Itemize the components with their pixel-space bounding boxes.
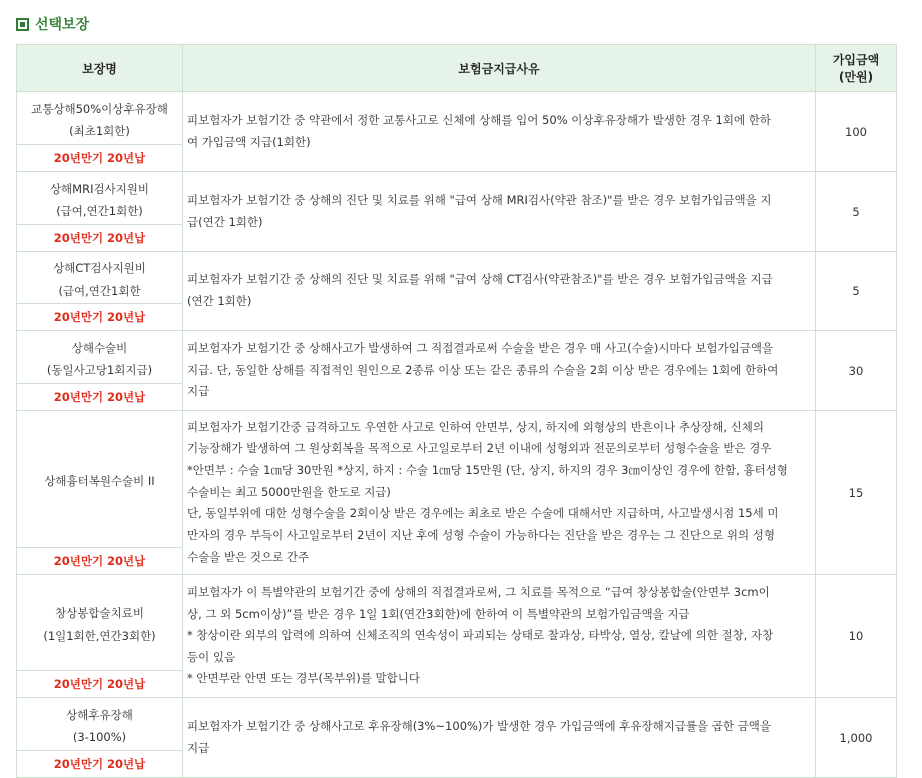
coverage-period: 20년만기 20년납: [17, 144, 182, 171]
header-amount-line2: (만원): [838, 70, 874, 84]
amount-cell: 10: [816, 575, 897, 698]
amount-cell: 5: [816, 252, 897, 331]
coverage-name: [23, 415, 176, 547]
header-payment-reason: 보험금지급사유: [183, 45, 816, 92]
coverage-name-line: (1일1회한,연간3회한): [43, 628, 156, 643]
coverage-name: [23, 256, 176, 303]
coverage-name-line: 상해흉터복원수술비 II: [44, 473, 155, 488]
coverage-name-line: 상해MRI검사지원비: [49, 181, 150, 196]
payment-reason-line: 여 가입금액 지급(1회한): [187, 134, 311, 149]
payment-reason-line: 등이 있음: [187, 649, 236, 664]
table-row: [17, 698, 897, 778]
payment-reason-line: 피보험자가 보험기간 중 상해의 진단 및 치료를 위해 "급여 상해 CT검사(약관참조)"를 받은 경우 보험가입금액을 지급: [187, 272, 773, 287]
amount-cell: 5: [816, 172, 897, 252]
payment-reason-line: 지급. 단, 동일한 상해를 직접적인 원인으로 2종류 이상 또는 같은 종류의 수술을 2회 이상 받은 경우에는 1회에 한하여: [187, 362, 779, 377]
payment-reason-line: 피보험자가 보험기간 중 상해의 진단 및 치료를 위해 "급여 상해 MRI검사(약관 참조)"를 받은 경우 보험가입금액을 지: [187, 192, 772, 207]
table-header-row: [17, 45, 897, 92]
coverage-name: [23, 702, 176, 750]
header-amount-line1: 가입금액: [832, 53, 880, 67]
coverage-name-line: 교통상해50%이상후유장해: [31, 101, 168, 116]
payment-reason-cell: [183, 172, 816, 252]
table-row: [17, 411, 897, 575]
table-row: [17, 331, 897, 411]
section-header: [16, 12, 89, 36]
coverage-name-cell: [17, 698, 183, 778]
coverage-name-wrap: [23, 698, 176, 777]
amount-cell: 100: [816, 92, 897, 172]
coverage-name-line: (급여,연간1회한: [58, 283, 141, 298]
payment-reason-line: 급(연간 1회한): [187, 214, 263, 229]
payment-reason-line: 수술비는 최고 5000만원을 한도로 지급): [187, 484, 391, 499]
coverage-period: 20년만기 20년납: [17, 224, 182, 251]
payment-reason-line: (연간 1회한): [187, 294, 252, 308]
amount-cell: 15: [816, 411, 897, 575]
coverage-period: 20년만기 20년납: [17, 670, 182, 697]
coverage-name-line: (동일사고당1회지급): [46, 363, 153, 377]
payment-reason-line: * 창상이란 외부의 압력에 의하여 신체조직의 연속성이 파괴되는 상태로 찰과상, 타박상, 열상, 칼날에 의한 절창, 자창: [187, 628, 774, 643]
payment-reason-cell: [183, 698, 816, 778]
header-coverage-name: 보장명: [17, 45, 183, 92]
payment-reason-cell: [183, 411, 816, 575]
checkbox-square-icon: [16, 18, 29, 31]
coverage-table: [16, 44, 897, 778]
payment-reason-line: 피보험자가 보험기간 중 상해사고가 발생하여 그 직접결과로써 수술을 받은 경우 매 사고(수술)시마다 보험가입금액을: [187, 341, 774, 356]
payment-reason-cell: [183, 92, 816, 172]
coverage-name-cell: [17, 411, 183, 575]
coverage-name-cell: [17, 331, 183, 411]
coverage-name-line: (3-100%): [72, 730, 127, 744]
payment-reason-line: 수술을 받은 것으로 간주: [187, 549, 310, 564]
coverage-name-line: (최초1회한): [69, 124, 130, 138]
coverage-name-line: 상해CT검사지원비: [53, 261, 146, 276]
coverage-name-line: 상해수술비: [71, 340, 128, 355]
coverage-name-wrap: [23, 411, 176, 574]
coverage-name-line: 창상봉합술치료비: [55, 606, 144, 621]
coverage-name: [23, 176, 176, 224]
coverage-name: [23, 335, 176, 383]
section-title: 선택보장: [35, 17, 90, 33]
coverage-name-wrap: [23, 92, 176, 171]
coverage-name-line: 상해후유장해: [66, 707, 133, 722]
coverage-period: 20년만기 20년납: [17, 303, 182, 330]
coverage-name-wrap: [23, 575, 176, 697]
payment-reason-cell: [183, 331, 816, 411]
amount-cell: 30: [816, 331, 897, 411]
payment-reason-line: 상, 그 외 5cm이상)”를 받은 경우 1일 1회(연간3회한)에 한하여 이 특별약관의 보험가입금액을 지급: [187, 606, 690, 621]
payment-reason-line: 단, 동일부위에 대한 성형수술을 2회이상 받은 경우에는 최초로 받은 수술에 대해서만 지급하며, 사고발생시점 15세 미: [187, 506, 779, 521]
coverage-name-cell: [17, 92, 183, 172]
payment-reason-line: * 안면부란 안면 또는 경부(목부위)를 말합니다: [187, 671, 420, 686]
coverage-name-cell: [17, 252, 183, 331]
coverage-name-line: (급여,연간1회한): [56, 204, 143, 218]
coverage-name-wrap: [23, 252, 176, 330]
payment-reason-cell: [183, 252, 816, 331]
table-row: [17, 252, 897, 331]
coverage-period: 20년만기 20년납: [17, 383, 182, 410]
coverage-name-wrap: [23, 331, 176, 410]
payment-reason-line: 피보험자가 보험기간중 급격하고도 우연한 사고로 인하여 안면부, 상지, 하지에 외형상의 반흔이나 추상장해, 신체의: [187, 419, 764, 434]
payment-reason-line: 만자의 경우 부득이 사고일로부터 2년이 지난 후에 성형 수술이 가능하다는 진단을 받은 경우는 그 진단으로 위의 성형: [187, 527, 775, 542]
payment-reason-line: 피보험자가 이 특별약관의 보험기간 중에 상해의 직접결과로써, 그 치료를 목적으로 “급여 창상봉합술(안면부 3cm이: [187, 584, 770, 599]
coverage-name: [23, 96, 176, 144]
payment-reason-line: 기능장해가 발생하여 그 원상회복을 목적으로 사고일로부터 2년 이내에 성형외과 전문의로부터 성형수술을 받은 경우: [187, 441, 772, 456]
coverage-period: 20년만기 20년납: [17, 547, 182, 574]
coverage-name-cell: [17, 575, 183, 698]
coverage-name: [23, 579, 176, 670]
table-row: [17, 172, 897, 252]
coverage-period: 20년만기 20년납: [17, 750, 182, 777]
payment-reason-cell: [183, 575, 816, 698]
payment-reason-line: 지급: [187, 740, 210, 755]
payment-reason-line: 지급: [187, 384, 210, 399]
coverage-name-wrap: [23, 172, 176, 251]
coverage-name-cell: [17, 172, 183, 252]
header-amount: [816, 45, 897, 92]
table-row: [17, 92, 897, 172]
table-row: [17, 575, 897, 698]
payment-reason-line: 피보험자가 보험기간 중 약관에서 정한 교통사고로 신체에 상해를 입어 50% 이상후유장해가 발생한 경우 1회에 한하: [187, 112, 771, 127]
amount-cell: 1,000: [816, 698, 897, 778]
payment-reason-line: 피보험자가 보험기간 중 상해사고로 후유장해(3%~100%)가 발생한 경우 가입금액에 후유장해지급률을 곱한 금액을: [187, 718, 771, 733]
payment-reason-line: *안면부 : 수술 1㎝당 30만원 *상지, 하지 : 수술 1㎝당 15만원 (단, 상지, 하지의 경우 3㎝이상인 경우에 한함, 흉터성형: [187, 463, 788, 478]
